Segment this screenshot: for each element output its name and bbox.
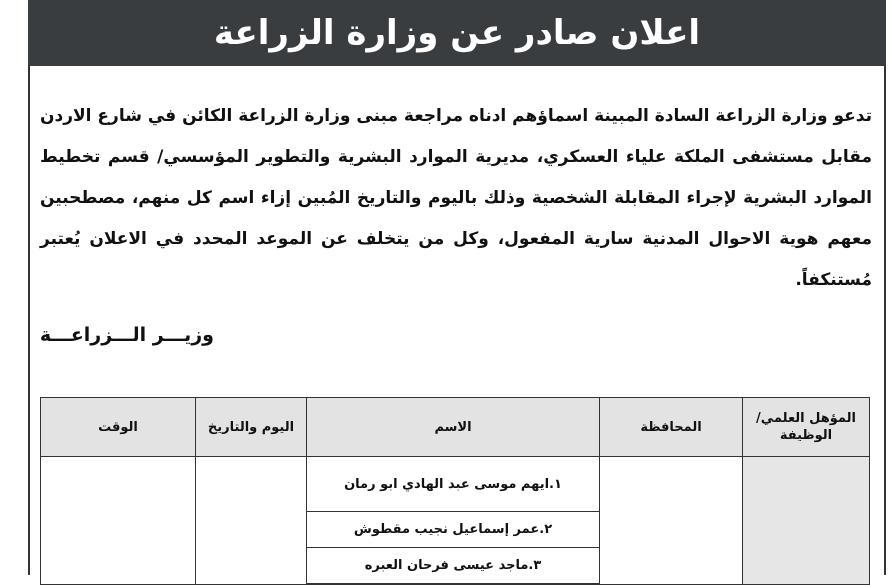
list-item: ١.ايهم موسى عبد الهادي ابو رمان [307, 457, 599, 512]
header-governorate: المحافظة [600, 398, 743, 457]
announcement-header [28, 0, 886, 66]
announcement-paragraph: تدعو وزارة الزراعة السادة المبينة اسماؤهم ادناه مراجعة مبنى وزارة الزراعة الكائن في شارع الاردن مقابل مستشفى الملكة علياء العسكري، مديرية الموارد البشرية والتطوير المؤسسي/ قسم تخطيط الموارد البشرية لإجراء المقابلة الشخصية وذلك باليوم والتاريخ المُبين إزاء اسم كل منهم، مصطحبين معهم هوية الاحوال المدنية سارية المفعول، وكل من يتخلف عن الموعد المحدد في الاعلان يُعتبر مُستنكفاً. [40, 106, 872, 290]
governorate-cell [600, 457, 743, 585]
header-name: الاسم [307, 398, 600, 457]
day-date-cell [196, 457, 307, 585]
announcement-title: اعلان صادر عن وزارة الزراعة [213, 13, 701, 53]
names-cell [307, 457, 600, 585]
list-item: ٣.ماجد عيسى فرحان العبره [307, 548, 599, 584]
table-header-row [41, 398, 870, 457]
header-qualification: المؤهل العلمي/ الوظيفة [743, 398, 870, 457]
qualification-cell [743, 457, 870, 585]
announcement-body [40, 96, 872, 301]
header-day-date: اليوم والتاريخ [196, 398, 307, 457]
list-item: ٢.عمر إسماعيل نجيب مقطوش [307, 512, 599, 548]
minister-signature: وزيـــر الـــزراعـــة [39, 324, 214, 346]
table-row [41, 457, 870, 585]
time-cell [41, 457, 196, 585]
candidates-table [40, 397, 870, 585]
header-time: الوقت [41, 398, 196, 457]
